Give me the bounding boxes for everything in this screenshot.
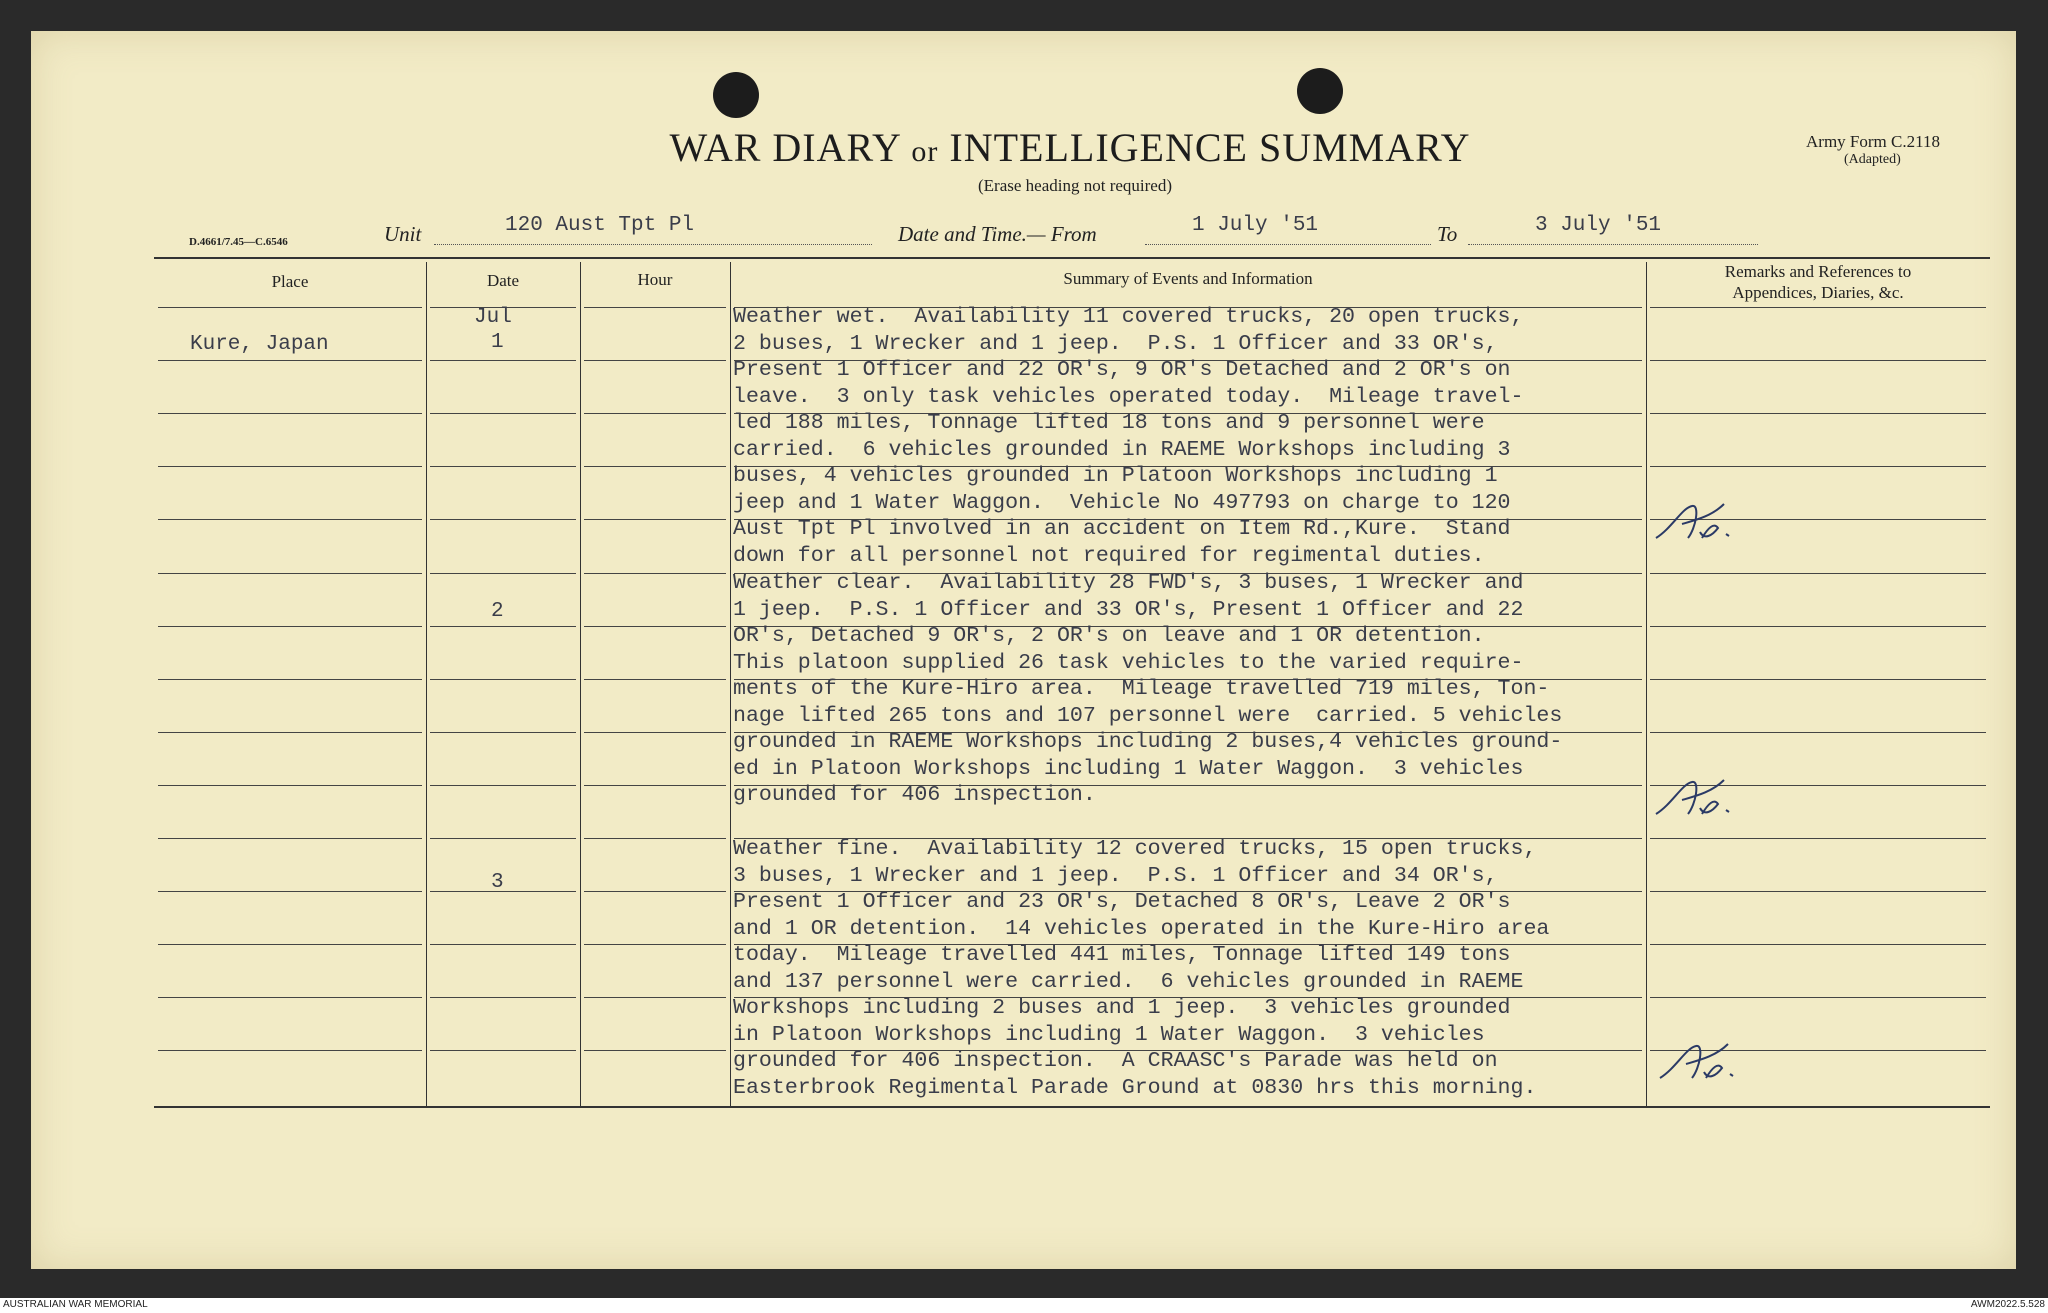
col-head-summary: Summary of Events and Information (1063, 269, 1313, 288)
ruled-line (584, 891, 726, 892)
subtitle: (Erase heading not required) (978, 176, 1172, 195)
ruled-line (1650, 891, 1986, 892)
entry-line: in Platoon Workshops including 1 Water Waggon. 3 vehicles (733, 1022, 1485, 1047)
date-day-1: 1 (491, 331, 504, 354)
title-intelligence-summary: INTELLIGENCE SUMMARY (949, 125, 1471, 170)
ruled-line (158, 891, 422, 892)
ruled-line (1650, 413, 1986, 414)
ruled-line (1650, 997, 1986, 998)
archive-footer (0, 1298, 2048, 1313)
ruled-line (430, 944, 576, 945)
ruled-line (584, 944, 726, 945)
punch-hole-left (713, 72, 759, 118)
date-day-3: 3 (491, 871, 504, 894)
entry-line: 3 buses, 1 Wrecker and 1 jeep. P.S. 1 Officer and 34 OR's, (733, 863, 1498, 888)
initials-signature-3 (1656, 1038, 1746, 1088)
ruled-line (158, 679, 422, 680)
ruled-line (158, 1050, 422, 1051)
ruled-line (584, 413, 726, 414)
col-divider-place (426, 262, 427, 1106)
entry-line: Workshops including 2 buses and 1 jeep. 3 vehicles grounded (733, 996, 1511, 1020)
ruled-line (158, 307, 422, 308)
entry-line: This platoon supplied 26 task vehicles to the varied require- (733, 650, 1524, 675)
entry-line: grounded for 406 inspection. (733, 783, 1096, 807)
ruled-line (430, 413, 576, 414)
entry-line: grounded for 406 inspection. A CRAASC's Parade was held on (733, 1049, 1498, 1073)
to-label: To (1437, 222, 1458, 246)
ruled-line (584, 785, 726, 786)
ruled-line (158, 519, 422, 520)
date-time-label: Date and Time.— From (898, 222, 1097, 246)
entry-line: grounded in RAEME Workshops including 2 buses,4 vehicles ground- (733, 730, 1563, 754)
to-value: 3 July '51 (1535, 214, 1662, 237)
ruled-line (158, 997, 422, 998)
entry-line: jeep and 1 Water Waggon. Vehicle No 497793 on charge to 120 (733, 490, 1511, 515)
ruled-line (430, 732, 576, 733)
entry-july-3 (733, 836, 1683, 1101)
col-head-place: Place (271, 272, 309, 291)
remarks-heading-line1: Remarks and References to (1724, 262, 1912, 281)
ruled-line (430, 626, 576, 627)
entry-line: and 1 OR detention. 14 vehicles operated in the Kure-Hiro area (733, 916, 1550, 941)
entry-line: today. Mileage travelled 441 miles, Tonnage lifted 149 tons (733, 943, 1511, 967)
ruled-line (158, 838, 422, 839)
ruled-line (158, 360, 422, 361)
footer-institution: AUSTRALIAN WAR MEMORIAL (3, 1299, 148, 1310)
entry-line: buses, 4 vehicles grounded in Platoon Workshops including 1 (733, 464, 1498, 488)
ruled-line (584, 466, 726, 467)
initials-signature-2 (1652, 774, 1742, 824)
adapted-label: (Adapted) (1844, 152, 1901, 167)
ruled-line (1650, 626, 1986, 627)
entry-line: Weather fine. Availability 12 covered trucks, 15 open trucks, (733, 837, 1537, 861)
ruled-line (584, 1050, 726, 1051)
ruled-line (158, 626, 422, 627)
ruled-line (430, 997, 576, 998)
title-or: or (911, 135, 939, 168)
entry-line: carried. 6 vehicles grounded in RAEME Workshops including 3 (733, 437, 1511, 462)
ruled-line (158, 785, 422, 786)
entry-line: led 188 miles, Tonnage lifted 18 tons and 9 personnel were (733, 411, 1485, 435)
from-value: 1 July '51 (1192, 214, 1319, 237)
ruled-line (584, 732, 726, 733)
ruled-line (1650, 679, 1986, 680)
entry-line: Aust Tpt Pl involved in an accident on Item Rd.,Kure. Stand (733, 517, 1511, 541)
ruled-line (1650, 360, 1986, 361)
entry-line: 1 jeep. P.S. 1 Officer and 33 OR's, Present 1 Officer and 22 (733, 597, 1524, 622)
ruled-line (430, 573, 576, 574)
entry-line: OR's, Detached 9 OR's, 2 OR's on leave and 1 OR detention. (733, 624, 1485, 648)
from-line (1145, 244, 1431, 245)
ruled-line (584, 626, 726, 627)
form-code: D.4661/7.45—C.6546 (189, 236, 288, 248)
initials-signature-1 (1652, 498, 1742, 548)
date-month: Jul (474, 306, 512, 329)
col-head-remarks (1646, 261, 1990, 303)
ruled-line (584, 679, 726, 680)
ruled-line (158, 413, 422, 414)
title-war-diary: WAR DIARY (669, 125, 901, 170)
entry-line: Weather clear. Availability 28 FWD's, 3 buses, 1 Wrecker and (733, 571, 1524, 595)
ruled-line (158, 732, 422, 733)
ruled-line (430, 1050, 576, 1051)
col-divider-hour (730, 262, 731, 1106)
army-form-label: Army Form C.2118 (1806, 132, 1940, 151)
unit-value: 120 Aust Tpt Pl (505, 214, 695, 237)
entry-line: down for all personnel not required for regimental duties. (733, 543, 1485, 568)
ruled-line (584, 307, 726, 308)
remarks-heading-line2: Appendices, Diaries, &c. (1732, 283, 1904, 302)
to-line (1468, 244, 1758, 245)
ruled-line (158, 944, 422, 945)
ruled-line (430, 838, 576, 839)
entry-line: 2 buses, 1 Wrecker and 1 jeep. P.S. 1 Officer and 33 OR's, (733, 331, 1498, 356)
col-head-date: Date (486, 271, 520, 290)
ruled-line (584, 360, 726, 361)
place-value: Kure, Japan (190, 333, 329, 356)
ruled-line (430, 785, 576, 786)
entry-line: and 137 personnel were carried. 6 vehicles grounded in RAEME (733, 969, 1524, 994)
ruled-line (1650, 466, 1986, 467)
ruled-line (1650, 732, 1986, 733)
col-head-hour: Hour (637, 270, 673, 289)
date-day-2: 2 (491, 600, 504, 623)
col-divider-date (580, 262, 581, 1106)
unit-label: Unit (384, 222, 422, 246)
punch-hole-right (1297, 68, 1343, 114)
entry-july-2 (733, 570, 1683, 809)
ruled-line (584, 997, 726, 998)
ruled-line (1650, 307, 1986, 308)
entry-line: Present 1 Officer and 22 OR's, 9 OR's Detached and 2 OR's on (733, 358, 1511, 382)
ruled-line (430, 519, 576, 520)
ruled-line (430, 466, 576, 467)
unit-line (434, 244, 872, 245)
ruled-line (584, 838, 726, 839)
entry-line: ed in Platoon Workshops including 1 Water Waggon. 3 vehicles (733, 756, 1524, 781)
ruled-line (430, 679, 576, 680)
ruled-line (1650, 838, 1986, 839)
entry-line: nage lifted 265 tons and 107 personnel were carried. 5 vehicles (733, 703, 1563, 728)
entry-line: Present 1 Officer and 23 OR's, Detached 8 OR's, Leave 2 OR's (733, 890, 1511, 914)
entry-line: leave. 3 only task vehicles operated today. Mileage travel- (733, 384, 1524, 409)
table-bottom-border (154, 1106, 1990, 1108)
ruled-line (158, 466, 422, 467)
entry-line: Weather wet. Availability 11 covered trucks, 20 open trucks, (733, 305, 1524, 329)
ruled-line (584, 519, 726, 520)
entry-july-1 (733, 304, 1683, 569)
table-top-border (154, 257, 1990, 259)
footer-reference: AWM2022.5.528 (1970, 1299, 2045, 1310)
ruled-line (584, 573, 726, 574)
ruled-line (1650, 573, 1986, 574)
ruled-line (158, 573, 422, 574)
ruled-line (430, 360, 576, 361)
entry-line: Easterbrook Regimental Parade Ground at 0830 hrs this morning. (733, 1075, 1537, 1100)
entry-line: ments of the Kure-Hiro area. Mileage travelled 719 miles, Ton- (733, 677, 1550, 701)
ruled-line (1650, 944, 1986, 945)
page-title (0, 124, 2048, 171)
